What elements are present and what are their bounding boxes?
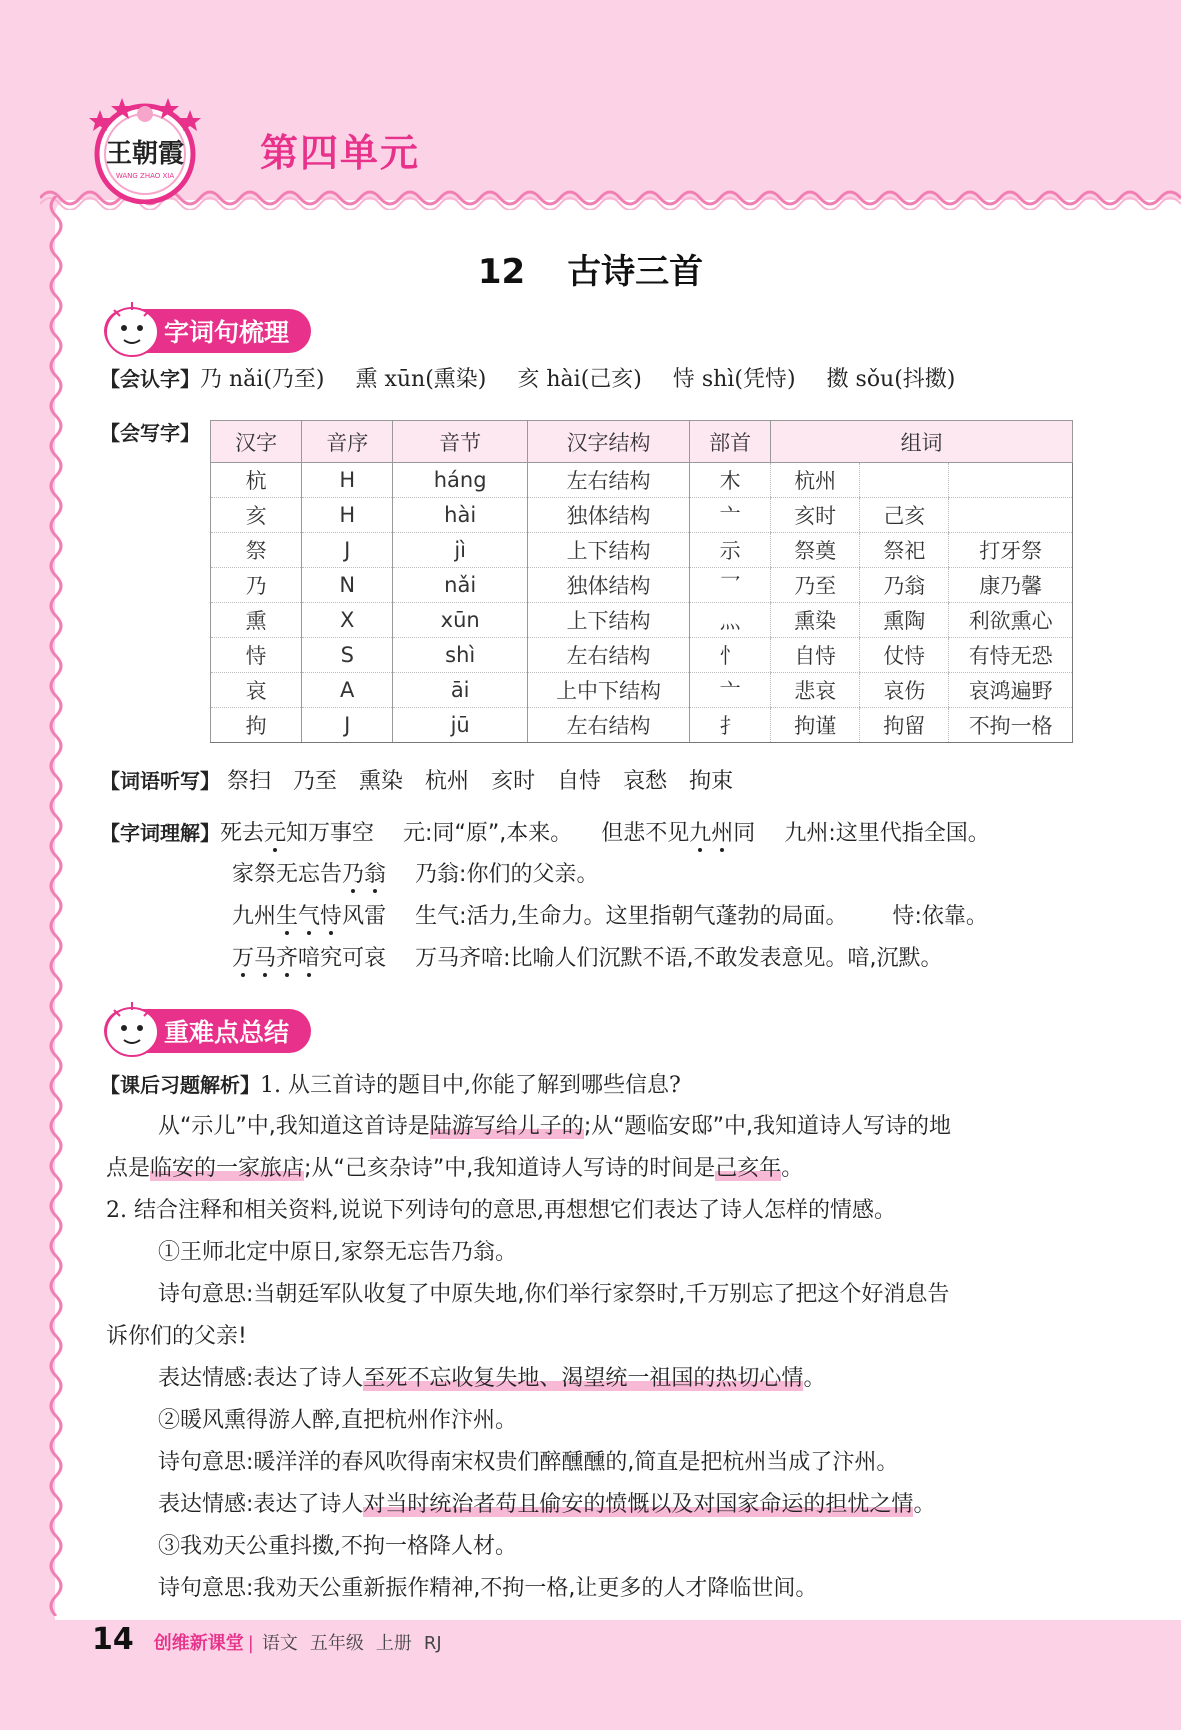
table-row [211,673,1073,708]
table-cell: 独体结构 [528,498,690,533]
note: 元:同“原”,本来。 [403,821,573,846]
wave-border-top [40,184,1181,210]
table-cell: S [302,638,393,673]
mascot-icon [100,998,164,1060]
meaning-3: 诗句意思:我劝天公重新振作精神,不拘一格,让更多的人才降临世间。 [158,1576,818,1601]
answer-text: 。 [913,1492,936,1517]
table-cell: 熏染 [771,603,860,638]
table-cell: 左右结构 [528,708,690,743]
table-cell: H [302,498,393,533]
emotion-1 [158,1364,825,1394]
dictation-word: 祭扫 [227,769,272,794]
table-header: 组词 [771,421,1073,463]
recognize-item: 熏 xūn(熏染) [355,367,487,392]
table-cell: 祭祀 [860,533,949,568]
table-cell: 木 [690,463,771,498]
poem-line-1: ①王师北定中原日,家祭无忘告乃翁。 [158,1240,517,1265]
table-cell: 熏陶 [860,603,949,638]
table-row [211,533,1073,568]
table-header: 汉字结构 [528,421,690,463]
table-cell: 亥时 [771,498,860,533]
lesson-title [0,244,1181,293]
table-cell: H [302,463,393,498]
table-cell: 左右结构 [528,463,690,498]
understanding-line-4: 万马齐喑究可哀 万马齐喑:比喻人们沉默不语,不敢发表意见。喑,沉默。 [232,946,943,971]
lesson-name: 古诗三首 [567,252,704,292]
table-cell: háng [393,463,528,498]
analysis-tag: 【课后习题解析】 [100,1073,260,1097]
write-tag [100,418,200,449]
table-cell: 灬 [690,603,771,638]
table-cell: jū [393,708,528,743]
question-text: 1. 从三首诗的题目中,你能了解到哪些信息? [260,1073,681,1098]
dictation-tag: 【词语听写】 [100,769,220,793]
write-tag-label: 【会写字】 [100,421,200,445]
table-row [211,708,1073,743]
lesson-number: 12 [477,252,526,292]
understanding-line-1: 【字词理解】死去元知万事空 元:同“原”,本来。 但悲不见九州同 九州:这里代指全国。 [100,821,990,846]
answer-text: 点是 [106,1156,151,1181]
table-cell: 仗恃 [860,638,949,673]
recognize-row [100,364,955,395]
table-cell: 乛 [690,568,771,603]
answer-text: 表达情感:表达了诗人 [158,1366,364,1391]
poem-line-3: ③我劝天公重抖擞,不拘一格降人材。 [158,1534,517,1559]
table-cell: 乃 [211,568,302,603]
note: 生气:活力,生命力。这里指朝气蓬勃的局面。 [415,904,848,929]
table-cell: 杭州 [771,463,860,498]
table-cell: xūn [393,603,528,638]
page-number: 14 [92,1622,134,1657]
table-cell: 上下结构 [528,533,690,568]
recognize-item: 恃 shì(凭恃) [672,367,796,392]
mascot-icon [100,298,164,360]
table-header: 部首 [690,421,771,463]
table-cell: 独体结构 [528,568,690,603]
table-cell: 有恃无恐 [949,638,1073,673]
table-cell: 左右结构 [528,638,690,673]
emotion-2 [158,1490,935,1520]
table-cell: 拘留 [860,708,949,743]
understanding-line-3: 九州生气恃风雷 生气:活力,生命力。这里指朝气蓬勃的局面。 恃:依靠。 [232,904,988,929]
table-cell: 示 [690,533,771,568]
table-body [211,463,1073,743]
answer-1-line-2 [106,1154,803,1184]
section-banner-key-points [104,1008,311,1054]
recognize-item: 乃 nǎi(乃至) [200,367,325,392]
table-header: 汉字 [211,421,302,463]
table-header: 音序 [302,421,393,463]
table-cell: āi [393,673,528,708]
table-cell: nǎi [393,568,528,603]
table-cell: 乃至 [771,568,860,603]
table-row [211,603,1073,638]
table-cell: 哀鸿遍野 [949,673,1073,708]
table-cell: 上中下结构 [528,673,690,708]
poem-line-2: ②暖风熏得游人醉,直把杭州作汴州。 [158,1408,517,1433]
meaning-1-line-1: 诗句意思:当朝廷军队收复了中原失地,你们举行家祭时,千万别忘了把这个好消息告 [158,1282,950,1307]
note: 乃翁:你们的父亲。 [415,862,599,887]
svg-text:WANG ZHAO XIA: WANG ZHAO XIA [115,172,175,180]
question-2: 2. 结合注释和相关资料,说说下列诗句的意思,再想想它们表达了诗人怎样的情感。 [106,1198,896,1223]
answer-highlight: 己亥年 [715,1156,782,1181]
understanding-line-2: 家祭无忘告乃翁 乃翁:你们的父亲。 [232,862,599,887]
answer-highlight: 至死不忘收复失地、渴望统一祖国的热切心情 [363,1366,804,1391]
answer-text: 从“示儿”中,我知道这首诗是 [158,1114,430,1139]
answer-text: 。 [803,1366,826,1391]
unit-title: 第四单元 [260,131,421,175]
question-1 [100,1070,681,1101]
table-row [211,638,1073,673]
table-cell: 不拘一格 [949,708,1073,743]
recognize-item: 亥 hài(己亥) [517,367,642,392]
meaning-2: 诗句意思:暖洋洋的春风吹得南宋权贵们醉醺醺的,简直是把杭州当成了汴州。 [158,1450,899,1475]
table-cell: 扌 [690,708,771,743]
table-cell: 上下结构 [528,603,690,638]
footer-edition: RJ [423,1633,442,1654]
table-cell: A [302,673,393,708]
recognize-item: 擞 sǒu(抖擞) [826,367,956,392]
table-cell: 打牙祭 [949,533,1073,568]
dictation-word: 杭州 [425,769,470,794]
table-cell: N [302,568,393,603]
table-cell: 拘谨 [771,708,860,743]
table-cell: J [302,533,393,568]
dictation-word: 哀愁 [623,769,668,794]
svg-text:王朝霞: 王朝霞 [105,139,185,169]
table-cell: 祭奠 [771,533,860,568]
table-cell: 康乃馨 [949,568,1073,603]
note: 九州:这里代指全国。 [784,821,990,846]
recognize-tag: 【会认字】 [100,367,200,391]
brand-logo [82,92,208,204]
dictation-word: 自恃 [557,769,602,794]
table-cell: 自恃 [771,638,860,673]
answer-1-line-1 [158,1112,951,1142]
dictation-word: 亥时 [491,769,536,794]
wave-border-left [44,196,68,1616]
table-cell: 恃 [211,638,302,673]
table-cell: J [302,708,393,743]
footer-grade: 五年级 [309,1633,364,1654]
table-cell: 利欲熏心 [949,603,1073,638]
page-footer [92,1622,442,1657]
table-cell: shì [393,638,528,673]
table-cell: 哀 [211,673,302,708]
table-cell: 杭 [211,463,302,498]
table-cell [949,498,1073,533]
section-title: 字词句梳理 [104,309,311,353]
table-cell: 乃翁 [860,568,949,603]
table-cell: 拘 [211,708,302,743]
note: 恃:依靠。 [892,904,988,929]
dictation-row [100,766,755,797]
table-cell: 亠 [690,498,771,533]
section-banner-vocabulary [104,308,311,354]
table-cell: 祭 [211,533,302,568]
table-row [211,463,1073,498]
table-cell: 哀伤 [860,673,949,708]
table-cell: hài [393,498,528,533]
dictation-words [227,769,755,794]
table-header-row [211,421,1073,463]
brand-name: 创维新课堂 [153,1633,244,1654]
table-cell [949,463,1073,498]
answer-text: 表达情感:表达了诗人 [158,1492,364,1517]
footer-separator: | [247,1633,254,1654]
understanding-tag: 【字词理解】 [100,821,220,845]
table-cell: X [302,603,393,638]
table-cell: 熏 [211,603,302,638]
table-cell: jì [393,533,528,568]
section-title: 重难点总结 [104,1009,311,1053]
table-cell: 己亥 [860,498,949,533]
answer-highlight: 对当时统治者苟且偷安的愤慨以及对国家命运的担忧之情 [363,1492,914,1517]
meaning-1-line-2: 诉你们的父亲! [106,1324,247,1349]
answer-highlight: 陆游写给儿子的 [429,1114,584,1139]
table-cell: 忄 [690,638,771,673]
table-cell: 亠 [690,673,771,708]
table-cell [860,463,949,498]
note: 万马齐喑:比喻人们沉默不语,不敢发表意见。喑,沉默。 [415,946,943,971]
dictation-word: 拘束 [689,769,734,794]
answer-text: ;从“己亥杂诗”中,我知道诗人写诗的时间是 [304,1156,716,1181]
dictation-word: 乃至 [293,769,338,794]
footer-volume: 上册 [375,1633,412,1654]
table-header: 音节 [393,421,528,463]
answer-text: ;从“题临安邸”中,我知道诗人写诗的地 [583,1114,952,1139]
table-cell: 亥 [211,498,302,533]
character-table [210,420,1073,743]
answer-highlight: 临安的一家旅店 [150,1156,305,1181]
dictation-word: 熏染 [359,769,404,794]
table-row [211,568,1073,603]
answer-text: 。 [781,1156,804,1181]
table-cell: 悲哀 [771,673,860,708]
table-row [211,498,1073,533]
footer-subject: 语文 [261,1633,298,1654]
